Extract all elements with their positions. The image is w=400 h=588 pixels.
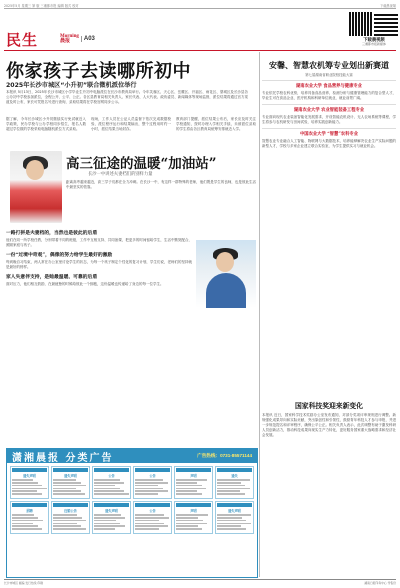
ad-cell[interactable] (10, 501, 49, 534)
ad-text-line (53, 485, 86, 487)
ad-text-line (217, 479, 250, 481)
ad-text-line (12, 488, 47, 490)
ad-cell-title: 遗失声明 (64, 474, 77, 478)
lead-intro (6, 90, 248, 105)
lead-body (6, 117, 256, 132)
photo-face (216, 252, 234, 272)
ad-cell[interactable] (92, 466, 131, 499)
ad-text-line (135, 493, 158, 495)
right-section-title: 湖南农业大学 农业智能装备工程专业 (262, 104, 396, 113)
ad-text-line (176, 520, 203, 522)
right-section-title: 湖南农业大学 食品营养与健康专业 (262, 80, 396, 89)
ad-text-line (94, 528, 115, 530)
right-top-sub: 第七届湖南省职业院校技能大赛 (305, 73, 353, 77)
ad-text-line (94, 514, 121, 516)
ad-text-line (53, 528, 86, 530)
ad-cell-title: 声明 (190, 509, 197, 513)
ad-text-line (94, 493, 129, 495)
download-title: 下载晨视频 (363, 37, 385, 42)
ad-cell-header (12, 503, 47, 507)
feature-body (6, 226, 192, 287)
ad-header (7, 449, 257, 463)
feature-section-text: 面对压力，他们相互鼓励，在最疲惫的时候给彼此一个拥抱，这份温暖也传递给了身边的每一位学生。 (6, 282, 164, 286)
ad-text-line (217, 490, 240, 492)
ad-text-line (217, 525, 241, 527)
ad-cell-header (176, 503, 211, 507)
ad-text-line (94, 479, 120, 481)
ad-text-line (94, 523, 120, 525)
ad-cell[interactable] (51, 466, 90, 499)
feature-headline[interactable]: 高三征途的温暖“加油站” (66, 156, 217, 172)
ad-text-line (53, 482, 81, 484)
teacher-photo (196, 240, 256, 308)
ad-text-line (135, 488, 163, 490)
ad-text-line (135, 482, 168, 484)
ad-cell[interactable] (174, 466, 213, 499)
ad-text-line (12, 482, 38, 484)
ad-text-line (217, 493, 245, 495)
ad-text-line (53, 517, 82, 519)
ad-text-line (176, 514, 208, 516)
page-footer (4, 579, 396, 586)
ad-text-line (217, 520, 246, 522)
ad-text-line (12, 517, 38, 519)
ad-cell-title: 遗失声明 (105, 509, 118, 513)
ad-text-line (94, 482, 124, 484)
page-header (4, 11, 396, 49)
top-info-right: 下载晨视频 (380, 4, 396, 8)
top-info-bar (4, 3, 396, 9)
ad-text-line (135, 520, 159, 522)
ad-text-line (12, 479, 33, 481)
right-bottom-text: 本报讯 近日，国家科学技术奖励办公室发布通知，对部分奖项评审规则进行调整。新规强化成果导向和实际贡献，突出原创性和引领性，鼓励青年科技人才参与申报，并进一步规范提名和评审程序，确保公平公正。相关负责人表示，此次调整有助于激发科研人员创新活力，推动科技成果向现实生产力转化，更好服务国家重大战略需求和经济社会发展。 (262, 413, 396, 437)
ad-text-line (217, 517, 242, 519)
ad-cell-header (135, 468, 170, 472)
ad-text-line (12, 490, 37, 492)
feature-section-text: 他们在同一所学校任教，分别带着不同的班级，工作中互相支持、共同备课，把更多的时间留给学生，生活中默契配合，照顾家庭与孩子。 (6, 238, 192, 247)
ad-text-line (12, 523, 33, 525)
ad-cell-header (217, 503, 252, 507)
ad-text-line (12, 528, 42, 530)
ad-cell-header (94, 503, 129, 507)
ad-text-line (53, 488, 76, 490)
student-photo (10, 151, 62, 223)
ad-text-line (94, 520, 116, 522)
ad-text-line (94, 490, 124, 492)
page-number: A03 (81, 36, 95, 42)
ad-cell-title: 公告 (149, 509, 156, 513)
ad-text-line (94, 525, 125, 527)
right-section-text: 专业面向现代农业装备智能化发展需求，开设智能农机设计、无人农场系统等课程，学生将参与农机研发与田间试验，培养实践创新能力。 (262, 115, 396, 124)
ad-cell-header (135, 503, 170, 507)
ad-text-line (176, 493, 202, 495)
photo-face (26, 160, 44, 180)
ad-text-line (53, 520, 86, 522)
ad-text-line (176, 485, 202, 487)
ad-text-line (217, 514, 251, 516)
lead-headline[interactable]: 你家孩子去读哪所初中 (6, 61, 191, 82)
ad-text-line (176, 490, 197, 492)
ad-grid (7, 463, 257, 537)
logo-text-top: Morning (60, 34, 79, 39)
ad-text-line (176, 523, 207, 525)
ad-text-line (94, 517, 125, 519)
ad-text-line (53, 514, 77, 516)
ad-text-line (135, 485, 158, 487)
newspaper-logo (60, 34, 79, 44)
ad-text-line (217, 482, 241, 484)
ad-text-line (217, 528, 246, 530)
ad-text-line (135, 525, 168, 527)
ad-cell[interactable] (133, 501, 172, 534)
footer-left: 长沙市城区 邮编 发行热线 印刷 (4, 581, 44, 585)
qr-code-icon[interactable] (349, 12, 373, 36)
ad-text-line (217, 485, 245, 487)
classified-ad-block[interactable] (6, 448, 258, 578)
logo-text-bottom: 晨报 (60, 39, 71, 44)
ad-text-line (176, 528, 202, 530)
lead-body-para: 现场，工作人员在公证人员监督下依次完成数据校验、派位程序运行和结果输出，整个过程用时约一小时，派位结果当场封存。 (91, 117, 171, 131)
ad-cell[interactable] (215, 466, 254, 499)
ad-text-line (176, 517, 198, 519)
photo-body (206, 273, 246, 308)
ad-cell-title: 声明 (190, 474, 197, 478)
right-section-title: 中国农业大学 “智慧”农科专业 (262, 128, 396, 137)
feature-section-title: 家人失意伴支持，是她最温暖、可靠的后盾 (6, 274, 98, 280)
ad-cell[interactable] (51, 501, 90, 534)
download-sub: 三湘都市报新媒体 (361, 42, 386, 46)
ad-cell[interactable] (215, 501, 254, 534)
ad-text-line (217, 488, 250, 490)
ad-cell[interactable] (10, 466, 49, 499)
ad-text-line (53, 493, 85, 495)
feature-intro: 距离高考越来越近，高三学子们都在全力冲刺。在长沙一中，有这样一群特殊的老师，他们既是学生的良师，也是彼此生活中最坚实的依靠。 (66, 180, 256, 189)
ad-cell[interactable] (133, 466, 172, 499)
qr-code-icon-2[interactable] (374, 12, 398, 36)
ad-text-line (176, 525, 198, 527)
ad-cell[interactable] (92, 501, 131, 534)
right-top-article (262, 56, 396, 149)
ad-text-line (135, 490, 168, 492)
ad-text-line (135, 528, 159, 530)
right-bottom-headline[interactable]: 国家科技奖迎来新变化 (295, 402, 363, 410)
ad-cell-header (12, 468, 47, 472)
right-section-text: 专业依托学校农科优势，培养具备食品营养、检测分析与健康管理能力的复合型人才，毕业生可在食品企业、医疗机构和科研单位就业，就业前景广阔。 (262, 91, 396, 100)
section-title: 民生 (6, 31, 39, 49)
ad-text-line (12, 525, 38, 527)
ad-cell-title: 注销公告 (64, 509, 77, 513)
ad-text-line (53, 523, 77, 525)
lead-subhead: 2025年长沙市城区“小升初”联合微机派位举行 (6, 82, 137, 89)
ad-cell-title: 公告 (149, 474, 156, 478)
ad-cell-title: 遗失 (231, 474, 238, 478)
ad-text-line (217, 523, 251, 525)
ad-text-line (176, 488, 206, 490)
masthead-block (60, 34, 95, 44)
ad-cell-title: 遗失声明 (23, 474, 36, 478)
ad-cell-header (217, 468, 252, 472)
footer-right: 湖南日报印务中心 零售价 (364, 581, 396, 585)
feature-subhead: 长沙一中讲述夫妻档们的别样力量 (88, 172, 153, 177)
ad-text-line (94, 488, 120, 490)
ad-text-line (12, 485, 42, 487)
lead-body-para: 据了解，今年长沙城区小升初继续实行免试就近入学政策，民办学校与公办学校同步招生，报名人数超过学位数的学校采取电脑随机派位方式录取。 (6, 117, 86, 131)
ad-title: 潇湘晨报 分类广告 (12, 452, 114, 464)
ad-text-line (53, 525, 81, 527)
ad-cell-title: 遗失声明 (228, 509, 241, 513)
ad-text-line (135, 514, 164, 516)
ad-cell-header (94, 468, 129, 472)
ad-text-line (94, 485, 115, 487)
ad-cell-title: 公告 (108, 474, 115, 478)
ad-text-line (12, 520, 43, 522)
ad-phone: 广告热线：0731-85571144 (197, 453, 252, 458)
ad-text-line (135, 479, 163, 481)
ad-text-line (135, 523, 164, 525)
lead-intro-text: 本报讯 5月13日，2025年长沙市城区小学毕业生升初中电脑派位在长沙市教育局举行。今年芙蓉区、天心区、岳麓区、开福区、雨花区、望城区及长沙县各公办初中学校参加派位，全程公开、公平、公正。各区县教育局相关负责人、家长代表、人大代表、政协委员、新闻媒体等现场监督，派位结果将通过官方渠道及时公布，家长可凭报名号进行查询，录取结果将在学校官网同步公示。 (6, 90, 248, 104)
feature-section-text: 每到晚自习结束，两人常在办公室里讨论学生的状态，为每一个孩子制定个性化的复习计划，学生们说，老师们的坚持就是最好的榜样。 (6, 260, 192, 269)
right-bottom-article (262, 400, 396, 438)
right-section-text: 智慧农业专业融合人工智能、物联网与大数据技术，培养能够解决农业生产实际问题的新型人才，学校与多家企业建立联合实验室，为学生提供实习与就业机会。 (262, 139, 396, 148)
column-divider (259, 52, 260, 577)
ad-text-line (12, 493, 42, 495)
ad-text-line (12, 514, 34, 516)
ad-text-line (53, 490, 81, 492)
ad-text-line (176, 482, 197, 484)
lead-body-para: 教育部门提醒，派位结果公布后，家长应及时关注学校通知，按时办理入学相关手续，未被派位录取的学生将由各区教育局统筹安排就近入学。 (176, 117, 256, 131)
ad-cell[interactable] (174, 501, 213, 534)
ad-text-line (53, 479, 76, 481)
feature-section-title: 一路打拼是夫妻档的，当然也是彼此的后盾 (6, 230, 98, 236)
top-info-text: 2025年5月 星期三 第 版 三湘都市报 编辑 版式 校对 (4, 4, 79, 8)
feature-section-title: 一份“过境中奇观”，偶像的努力给学生最好的激励 (6, 252, 113, 258)
ad-cell-title: 招聘 (26, 509, 33, 513)
header-rule (4, 50, 396, 51)
ad-cell-header (176, 468, 211, 472)
ad-cell-header (53, 503, 88, 507)
ad-text-line (135, 517, 169, 519)
ad-text-line (176, 479, 207, 481)
ad-cell-header (53, 468, 88, 472)
right-top-headline[interactable]: 安馨、智慧农机筹专业划出新赛道 (269, 60, 389, 70)
